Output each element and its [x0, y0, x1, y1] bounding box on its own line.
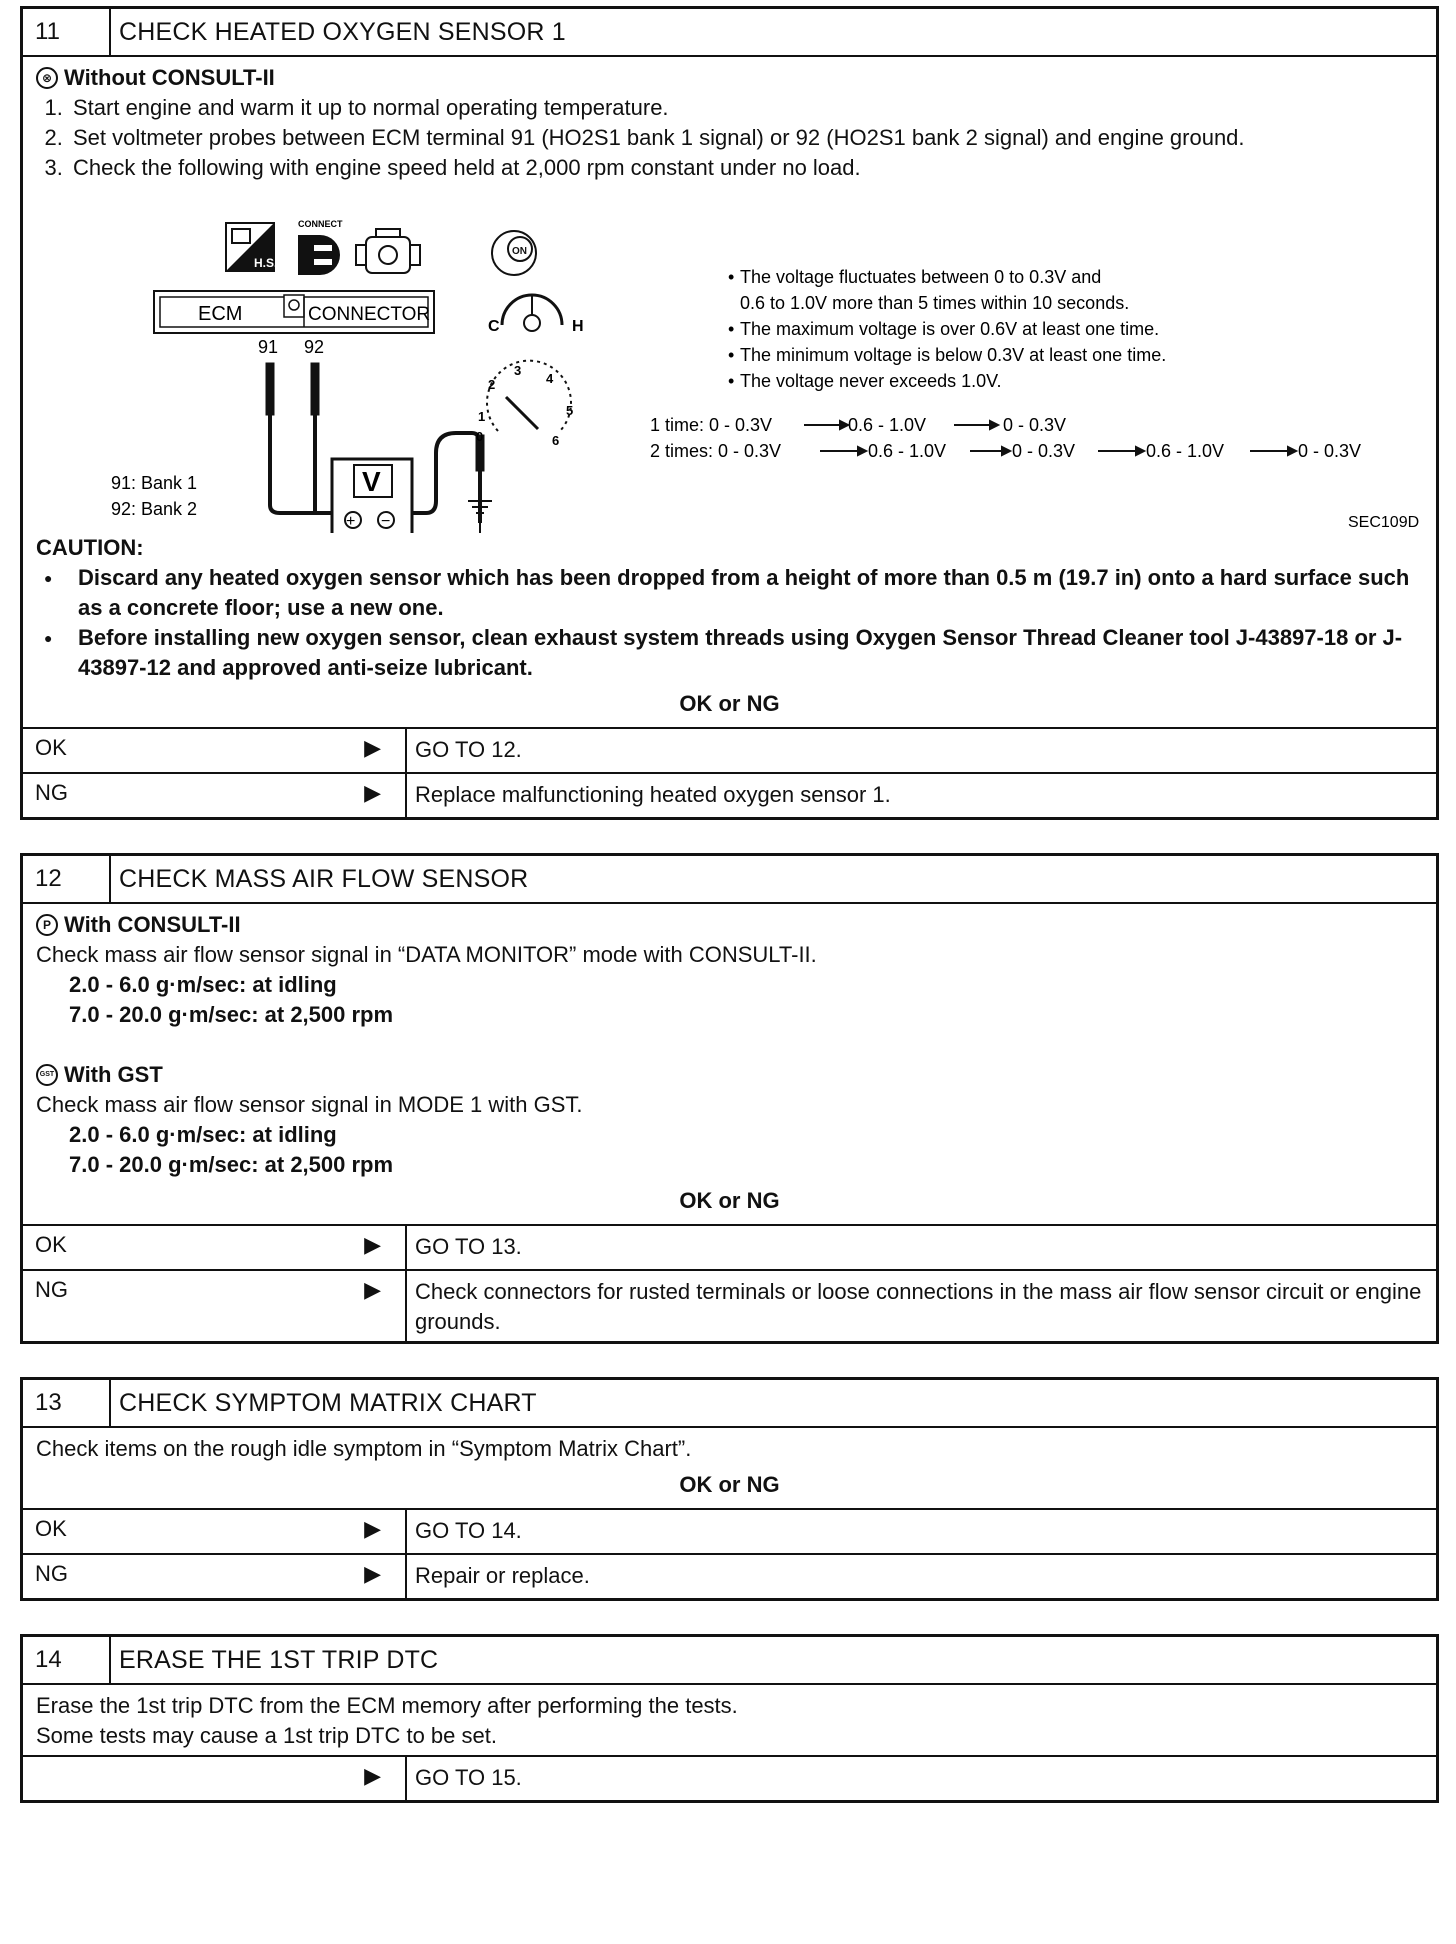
step-12-block — [20, 853, 1439, 1344]
instruction-text: Some tests may cause a 1st trip DTC to be set. — [36, 1723, 497, 1748]
svg-text:0 - 0.3V: 0 - 0.3V — [1012, 441, 1076, 461]
engine-icon — [356, 229, 420, 273]
mode-label: With CONSULT-II — [64, 912, 241, 937]
caution-title: CAUTION: — [36, 535, 144, 560]
result-action: GO TO 14. — [415, 1518, 522, 1543]
step-13-block — [20, 1377, 1439, 1601]
arrow-icon: ▶ — [364, 735, 381, 760]
voltage-sequence — [650, 415, 1361, 461]
pin-92: 92 — [304, 337, 325, 357]
voltmeter — [332, 459, 412, 533]
result-action: Repair or replace. — [415, 1563, 590, 1588]
procedure-step: 1. Start engine and warm it up to normal operating temperature. — [69, 93, 1423, 123]
spec-value: 2.0 - 6.0 g·m/sec: at idling — [69, 1122, 337, 1147]
result-action: Replace malfunctioning heated oxygen sensor 1. — [415, 782, 891, 807]
svg-text:5: 5 — [566, 403, 574, 418]
no-consult-icon: ⊗ — [36, 67, 58, 89]
result-action: GO TO 15. — [415, 1765, 522, 1790]
result-row-ng — [23, 772, 1436, 817]
step-number: 11 — [23, 9, 111, 55]
temp-gauge-icon — [488, 295, 584, 335]
spec-value: 2.0 - 6.0 g·m/sec: at idling — [69, 972, 337, 997]
caution-item: ● Discard any heated oxygen sensor which has been dropped from a height of more than 0.5 m (19.7 in) onto a hard surface such as a concrete floor; use a new one. — [64, 563, 1423, 623]
pin-91: 91 — [258, 337, 279, 357]
result-action: GO TO 12. — [415, 737, 522, 762]
svg-text:ON: ON — [512, 246, 527, 257]
result-label: NG — [35, 1561, 68, 1586]
ok-or-ng-label: OK or NG — [679, 691, 780, 716]
svg-text:H.S.: H.S. — [254, 256, 278, 270]
step-14-block — [20, 1634, 1439, 1803]
svg-text:CONNECT: CONNECT — [298, 219, 343, 229]
criteria-bullet: • — [728, 267, 735, 287]
svg-text:H: H — [572, 318, 584, 335]
step-number: 13 — [23, 1380, 111, 1426]
svg-text:0: 0 — [476, 429, 484, 444]
instruction-text: Erase the 1st trip DTC from the ECM memory after performing the tests. — [36, 1693, 738, 1718]
step-title: CHECK SYMPTOM MATRIX CHART — [119, 1388, 537, 1417]
result-row-ok — [23, 727, 1436, 772]
gst-icon: GST — [36, 1064, 58, 1086]
criteria-bullet: • — [728, 345, 735, 365]
svg-text:0.6 - 1.0V: 0.6 - 1.0V — [868, 441, 947, 461]
svg-text:0.6 - 1.0V: 0.6 - 1.0V — [1146, 441, 1225, 461]
result-label: OK — [35, 1232, 67, 1257]
voltmeter-diagram — [36, 183, 1423, 533]
ok-or-ng-label: OK or NG — [679, 1188, 780, 1213]
step-body — [23, 1685, 1436, 1755]
criteria-bullet: • — [728, 319, 735, 339]
arrow-icon: ▶ — [364, 1232, 381, 1257]
mode-label: Without CONSULT-II — [64, 65, 275, 90]
svg-text:0 - 0.3V: 0 - 0.3V — [1298, 441, 1362, 461]
svg-text:1 time: 0 - 0.3V: 1 time: 0 - 0.3V — [650, 415, 773, 435]
result-label: OK — [35, 735, 67, 760]
voltage-criteria — [728, 267, 1166, 391]
instruction-text: Check mass air flow sensor signal in MODE 1 with GST. — [36, 1092, 583, 1117]
result-label: OK — [35, 1516, 67, 1541]
svg-text:CONNECTOR: CONNECTOR — [308, 304, 431, 325]
step-title: CHECK MASS AIR FLOW SENSOR — [119, 864, 529, 893]
step-body — [23, 57, 1436, 727]
svg-text:0 - 0.3V: 0 - 0.3V — [1003, 415, 1067, 435]
connect-icon — [298, 219, 343, 275]
consult-icon: P — [36, 914, 58, 936]
svg-text:V: V — [362, 466, 381, 497]
instruction-text: Check items on the rough idle symptom in “Symptom Matrix Chart”. — [36, 1436, 692, 1461]
step-header — [23, 1380, 1436, 1428]
hs-icon — [226, 223, 277, 271]
result-action: GO TO 13. — [415, 1234, 522, 1259]
step-header — [23, 856, 1436, 904]
ok-or-ng-label: OK or NG — [679, 1472, 780, 1497]
svg-text:ECM: ECM — [198, 303, 243, 325]
step-header — [23, 9, 1436, 57]
svg-text:1: 1 — [478, 409, 486, 424]
diagram-svg — [36, 183, 1429, 533]
svg-text:2 times: 0 - 0.3V: 2 times: 0 - 0.3V — [650, 441, 782, 461]
result-action: Check connectors for rusted terminals or loose connections in the mass air flow sensor circuit or engine grounds. — [415, 1279, 1422, 1334]
result-row — [23, 1755, 1436, 1800]
criteria-bullet: • — [728, 371, 735, 391]
step-title: CHECK HEATED OXYGEN SENSOR 1 — [119, 17, 566, 46]
ignition-on-icon — [492, 231, 536, 275]
svg-text:The maximum voltage is over 0.: The maximum voltage is over 0.6V at least one time. — [740, 319, 1160, 339]
step-number: 14 — [23, 1637, 111, 1683]
procedure-steps — [36, 93, 1423, 183]
svg-text:2: 2 — [488, 377, 496, 392]
mode-heading — [36, 63, 1423, 93]
result-label: NG — [35, 780, 68, 805]
figure-code: SEC109D — [1348, 514, 1420, 531]
svg-text:The minimum voltage is below 0: The minimum voltage is below 0.3V at least one time. — [740, 345, 1167, 365]
arrow-icon: ▶ — [364, 780, 381, 805]
result-label: NG — [35, 1277, 68, 1302]
tachometer-icon — [476, 361, 573, 448]
step-header — [23, 1637, 1436, 1685]
result-row-ng — [23, 1553, 1436, 1598]
mode-heading — [36, 1060, 1423, 1090]
spec-value: 7.0 - 20.0 g·m/sec: at 2,500 rpm — [69, 1002, 394, 1027]
arrow-icon: ▶ — [364, 1516, 381, 1541]
step-11-block — [20, 6, 1439, 820]
caution-list — [36, 563, 1423, 683]
step-body — [23, 1428, 1436, 1508]
page — [20, 6, 1439, 1836]
svg-text:+: + — [346, 513, 356, 530]
svg-text:The voltage never exceeds 1.0V: The voltage never exceeds 1.0V. — [740, 371, 1002, 391]
step-title: ERASE THE 1ST TRIP DTC — [119, 1645, 439, 1674]
svg-text:−: − — [381, 513, 391, 530]
svg-text:3: 3 — [514, 363, 522, 378]
mode-label: With GST — [64, 1062, 163, 1087]
result-row-ng — [23, 1269, 1436, 1341]
procedure-step: 2. Set voltmeter probes between ECM terminal 91 (HO2S1 bank 1 signal) or 92 (HO2S1 bank 2 signal) and engine ground. — [69, 123, 1423, 153]
svg-text:C: C — [488, 318, 500, 335]
instruction-text: Check mass air flow sensor signal in “DATA MONITOR” mode with CONSULT-II. — [36, 942, 817, 967]
mode-heading — [36, 910, 1423, 940]
caution-item: ● Before installing new oxygen sensor, clean exhaust system threads using Oxygen Sensor Thread Cleaner tool J-43897-18 or J-43897-12 and approved anti-seize lubricant. — [64, 623, 1423, 683]
svg-text:0.6 - 1.0V: 0.6 - 1.0V — [848, 415, 927, 435]
svg-text:6: 6 — [552, 433, 560, 448]
svg-text:The voltage fluctuates between: The voltage fluctuates between 0 to 0.3V and — [740, 267, 1102, 287]
arrow-icon: ▶ — [364, 1561, 381, 1586]
arrow-icon: ▶ — [364, 1277, 381, 1302]
svg-text:0.6 to 1.0V more than 5 times: 0.6 to 1.0V more than 5 times within 10 seconds. — [740, 293, 1130, 313]
bank1-label: 91: Bank 1 — [111, 473, 198, 493]
result-row-ok — [23, 1508, 1436, 1553]
ecm-connector — [154, 291, 434, 333]
svg-text:4: 4 — [546, 371, 554, 386]
bank2-label: 92: Bank 2 — [111, 499, 198, 519]
spec-value: 7.0 - 20.0 g·m/sec: at 2,500 rpm — [69, 1152, 394, 1177]
result-row-ok — [23, 1224, 1436, 1269]
procedure-step: 3. Check the following with engine speed held at 2,000 rpm constant under no load. — [69, 153, 1423, 183]
step-number: 12 — [23, 856, 111, 902]
arrow-icon: ▶ — [364, 1763, 381, 1788]
step-body — [23, 904, 1436, 1224]
